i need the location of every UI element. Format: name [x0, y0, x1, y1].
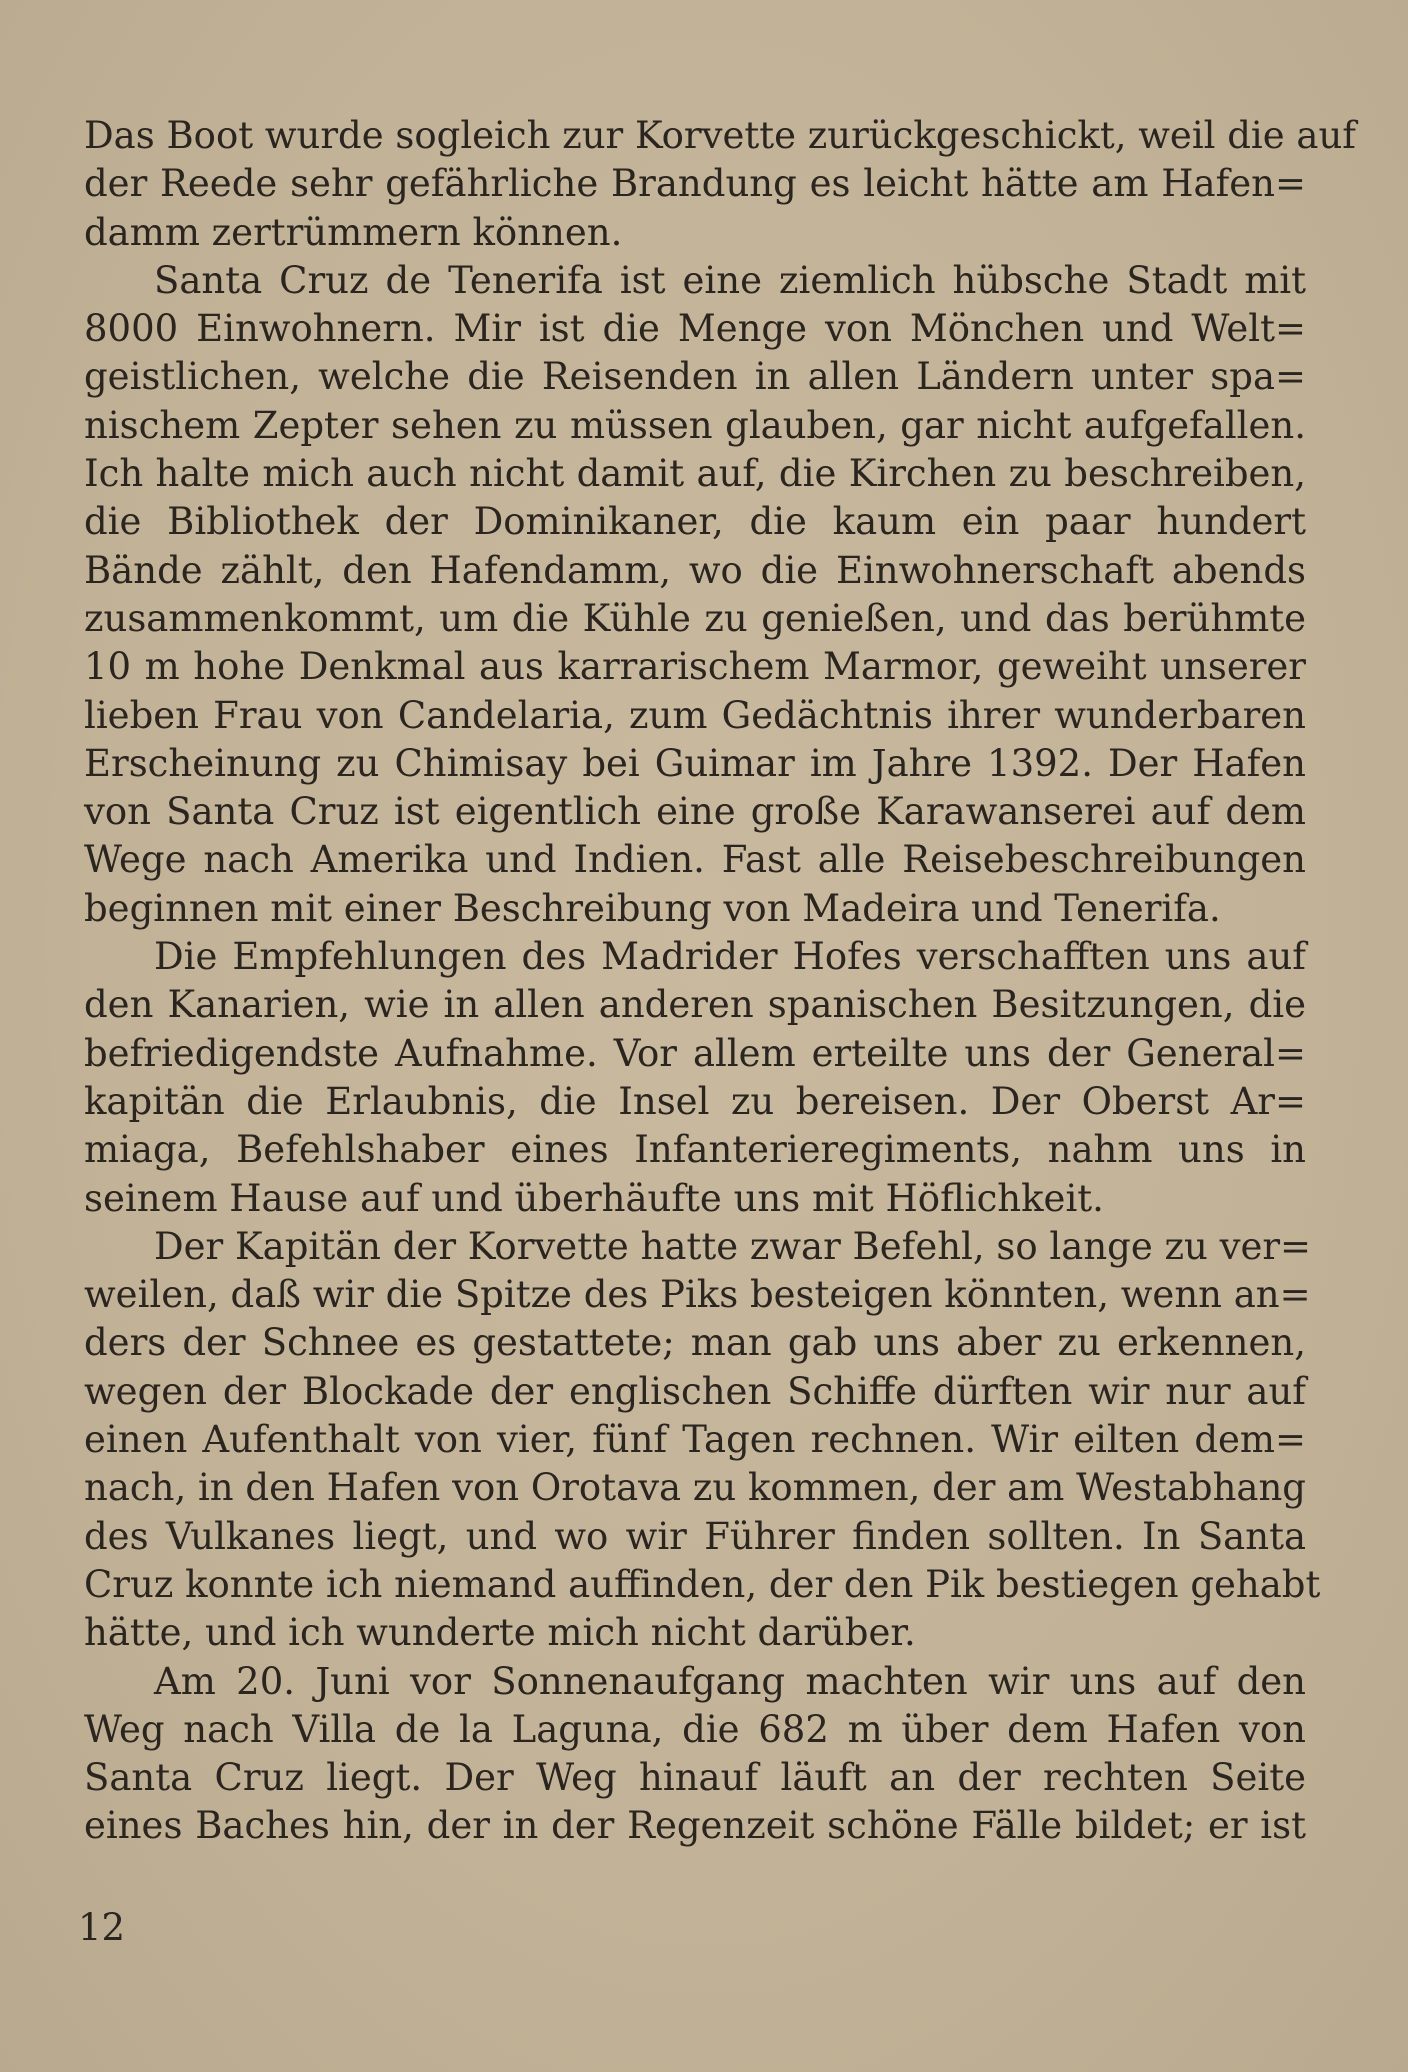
text-line: der Reede sehr gefährliche Brandung es leicht hätte am Hafen= — [84, 162, 1306, 206]
text-line: Bände zählt, den Hafendamm, wo die Einwohnerschaft abends — [84, 548, 1306, 592]
text-line: weilen, daß wir die Spitze des Piks besteigen könnten, wenn an= — [84, 1273, 1311, 1317]
text-line: miaga, Befehlshaber eines Infanterieregiments, nahm uns in — [84, 1128, 1306, 1172]
text-line: damm zertrümmern können. — [84, 210, 623, 254]
text-line: seinem Hause auf und überhäufte uns mit Höflichkeit. — [84, 1176, 1104, 1220]
text-line: ders der Schnee es gestattete; man gab uns aber zu erkennen, — [84, 1321, 1306, 1365]
page-number: 12 — [78, 1906, 126, 1949]
text-line: 10 m hohe Denkmal aus karrarischem Marmor, geweiht unserer — [84, 645, 1306, 689]
text-line: Cruz konnte ich niemand auffinden, der den Pik bestiegen gehabt — [84, 1562, 1321, 1606]
text-line: von Santa Cruz ist eigentlich eine große Karawanserei auf dem — [84, 790, 1306, 834]
text-line: Erscheinung zu Chimisay bei Guimar im Jahre 1392. Der Hafen — [84, 741, 1306, 785]
text-line: Das Boot wurde sogleich zur Korvette zurückgeschickt, weil die auf — [84, 114, 1357, 157]
text-line: geistlichen, welche die Reisenden in allen Ländern unter spa= — [84, 355, 1306, 399]
text-line: kapitän die Erlaubnis, die Insel zu bereisen. Der Oberst Ar= — [84, 1079, 1306, 1123]
text-line: zusammenkommt, um die Kühle zu genießen, und das berühmte — [84, 596, 1306, 640]
text-line: Wege nach Amerika und Indien. Fast alle Reisebeschreibungen — [84, 838, 1306, 882]
text-line: hätte, und ich wunderte mich nicht darüber. — [84, 1611, 916, 1655]
text-line: die Bibliothek der Dominikaner, die kaum ein paar hundert — [84, 500, 1306, 544]
text-line: Weg nach Villa de la Laguna, die 682 m über dem Hafen von — [84, 1707, 1306, 1751]
text-line: des Vulkanes liegt, und wo wir Führer finden sollten. In Santa — [84, 1514, 1306, 1558]
body-text — [84, 112, 1357, 1851]
text-line: Ich halte mich auch nicht damit auf, die Kirchen zu beschreiben, — [84, 452, 1306, 496]
text-line: eines Baches hin, der in der Regenzeit schöne Fälle bildet; er ist — [84, 1804, 1306, 1848]
text-line: einen Aufenthalt von vier, fünf Tagen rechnen. Wir eilten dem= — [84, 1418, 1306, 1462]
text-line: lieben Frau von Candelaria, zum Gedächtnis ihrer wunderbaren — [84, 693, 1306, 737]
text-line: Santa Cruz liegt. Der Weg hinauf läuft an der rechten Seite — [84, 1756, 1306, 1800]
text-line: Die Empfehlungen des Madrider Hofes verschafften uns auf — [154, 935, 1306, 979]
text-line: beginnen mit einer Beschreibung von Madeira und Tenerifa. — [84, 886, 1221, 930]
text-line: Santa Cruz de Tenerifa ist eine ziemlich hübsche Stadt mit — [154, 258, 1306, 302]
text-line: 8000 Einwohnern. Mir ist die Menge von Mönchen und Welt= — [84, 307, 1306, 351]
text-line: den Kanarien, wie in allen anderen spanischen Besitzungen, die — [84, 983, 1306, 1027]
text-line: wegen der Blockade der englischen Schiffe dürften wir nur auf — [84, 1369, 1306, 1413]
text-line: befriedigendste Aufnahme. Vor allem erteilte uns der General= — [84, 1031, 1306, 1075]
text-line: Am 20. Juni vor Sonnenaufgang machten wir uns auf den — [154, 1659, 1306, 1703]
text-line: Der Kapitän der Korvette hatte zwar Befehl, so lange zu ver= — [154, 1224, 1312, 1268]
text-line: nischem Zepter sehen zu müssen glauben, gar nicht aufgefallen. — [84, 403, 1306, 447]
text-line: nach, in den Hafen von Orotava zu kommen, der am Westabhang — [84, 1466, 1306, 1510]
